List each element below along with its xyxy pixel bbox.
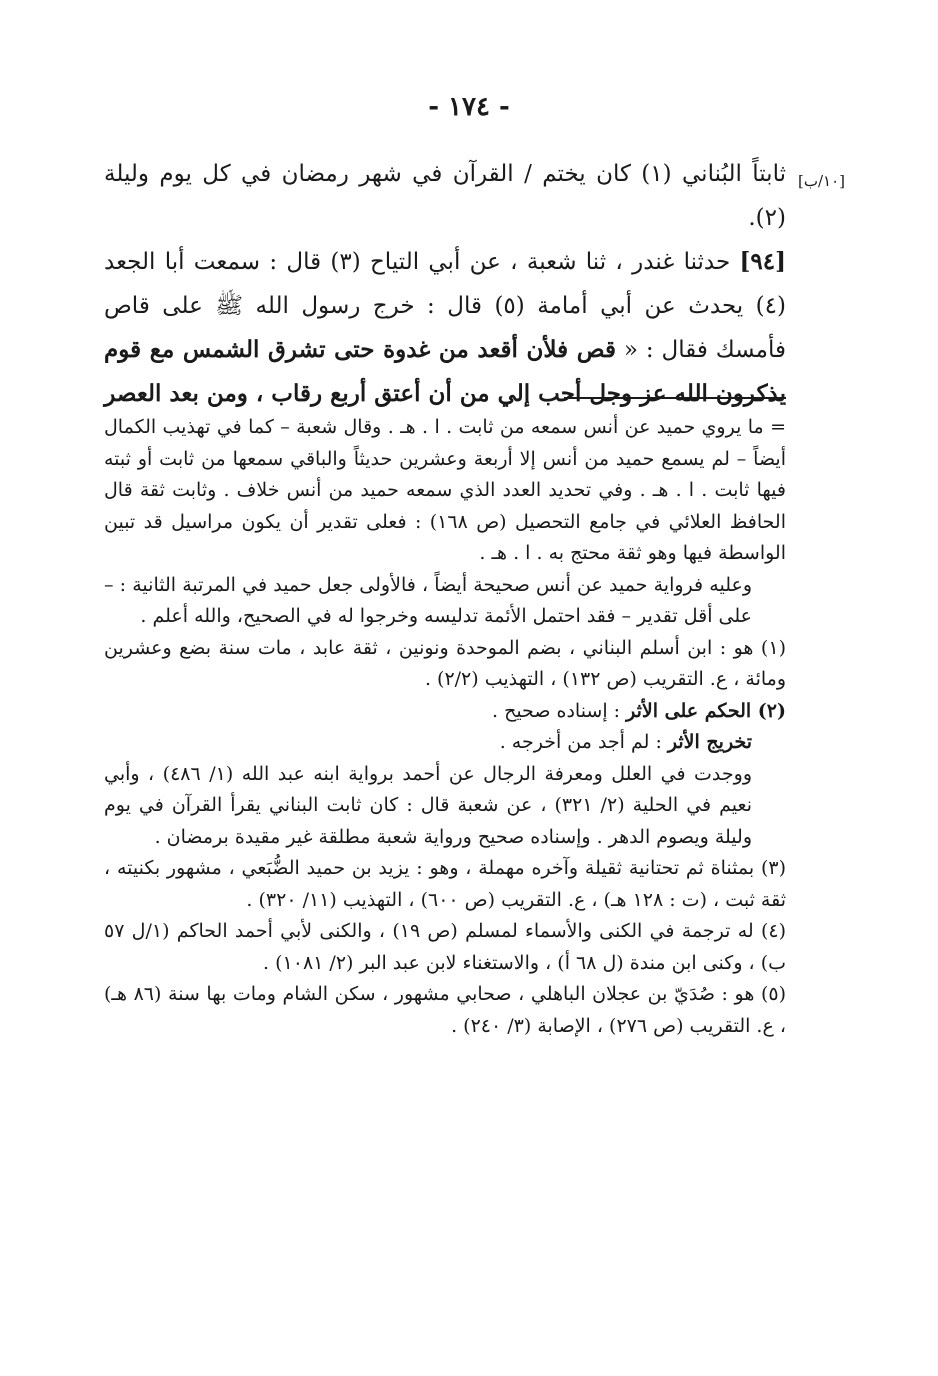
hadith-text: حدثنا غندر ، ثنا شعبة ، عن أبي التياح (٣) قال : سمعت أبا الجعد (٤) يحدث عن أبي أمامة (٥) قال : خرج رسول الله ﷺ على قاص فأمسك فقال : « — [104, 249, 787, 363]
main-line-1: ثابتاً البُناني (١) كان يختم / القرآن في شهر رمضان في كل يوم وليلة (٢). — [104, 161, 786, 231]
footnote-1: (١) هو : ابن أسلم البناني ، بضم الموحدة ونونين ، ثقة عابد ، مات سنة بضع وعشرين ومائة ، ع. التقريب (ص ١٣٢) ، التهذيب (٢/٢) . — [104, 636, 786, 690]
page-number: - ١٧٤ - — [428, 92, 510, 122]
footnote-continuation-1 — [104, 412, 786, 570]
main-text — [104, 152, 786, 416]
footnote-2-takhrij-text: : لم أجد من أخرجه . — [499, 731, 662, 753]
footnote-2 — [104, 696, 786, 728]
footnote-continuation-2: وعليه فرواية حميد عن أنس صحيحة أيضاً ، فالأولى جعل حميد في المرتبة الثانية : – على أقل تقدير – فقد احتمل الأئمة تدليسه وخرجوا له في الصحيح، والله أعلم . — [104, 573, 752, 627]
footnote-2-continued: ووجدت في العلل ومعرفة الرجال عن أحمد برواية ابنه عبد الله (١/ ٤٨٦) ، وأبي نعيم في الحلية (٢/ ٣٢١) ، عن شعبة قال : كان ثابت البناني يقرأ القرآن في يوم وليلة ويصوم الدهر . وإسناده صحيح ورواية شعبة مطلقة غير مقيدة برمضان . — [104, 762, 753, 848]
footnote-separator — [564, 397, 786, 399]
footnote-4: (٤) له ترجمة في الكنى والأسماء لمسلم (ص ١٩) ، والكنى لأبي أحمد الحاكم (١/ل ٥٧ ب) ، وكنى ابن مندة (ل ٦٨ أ) ، والاستغناء لابن عبد البر (٢/ ١٠٨١) . — [104, 920, 786, 974]
hadith-bold-text: قص فلأن أقعد من غدوة حتى تشرق الشمس مع قوم يذكرون الله عز وجل أحب إلي من أن أعتق أربع رقاب ، ومن بعد العصر — [104, 336, 786, 407]
footnote-3: (٣) بمثناة ثم تحتانية ثقيلة وآخره مهملة ، وهو : يزيد بن حميد الضُّبَعي ، مشهور بكنيته ، ثقة ثبت ، (ت : ١٢٨ هـ) ، ع. التقريب (ص ٦٠٠) ، التهذيب (١١/ ٣٢٠) . — [104, 857, 786, 911]
footnote-2-text: : إسناده صحيح . — [491, 699, 621, 722]
continuation-marker: = — [770, 416, 786, 438]
footnote-2-takhrij — [104, 727, 786, 759]
hadith-number: [٩٤] — [739, 248, 787, 275]
continuation-text-1: ما يروي حميد عن أنس سمعه من ثابت . ا . هـ . وقال شعبة – كما في تهذيب الكمال أيضاً – لم يسمع حميد من أنس إلا أربعة وعشرين حديثاً والباقي سمعها من ثابت أو ثبته فيها ثابت . ا . هـ . وفي تحديد العدد الذي سمعه حميد من أنس خلاف . وثابت ثقة قال الحافظ العلائي في جامع التحصيل (ص ١٦٨) : فعلى تقدير أن يكون مراسيل قد تبين الواسطة فيها وهو ثقة محتج به . ا . هـ . — [104, 416, 786, 564]
footnotes — [104, 412, 786, 1042]
margin-folio-note: [١٠/ب] — [798, 172, 846, 190]
footnote-5: (٥) هو : صُدَيّ بن عجلان الباهلي ، صحابي مشهور ، سكن الشام ومات بها سنة (٨٦ هـ) ، ع. التقريب (ص ٢٧٦) ، الإصابة (٣/ ٢٤٠) . — [104, 983, 787, 1037]
footnote-2-label: (٢) الحكم على الأثر — [626, 699, 786, 722]
hadith-paragraph — [104, 240, 786, 416]
footnote-2-takhrij-label: تخريج الأثر — [667, 731, 752, 753]
